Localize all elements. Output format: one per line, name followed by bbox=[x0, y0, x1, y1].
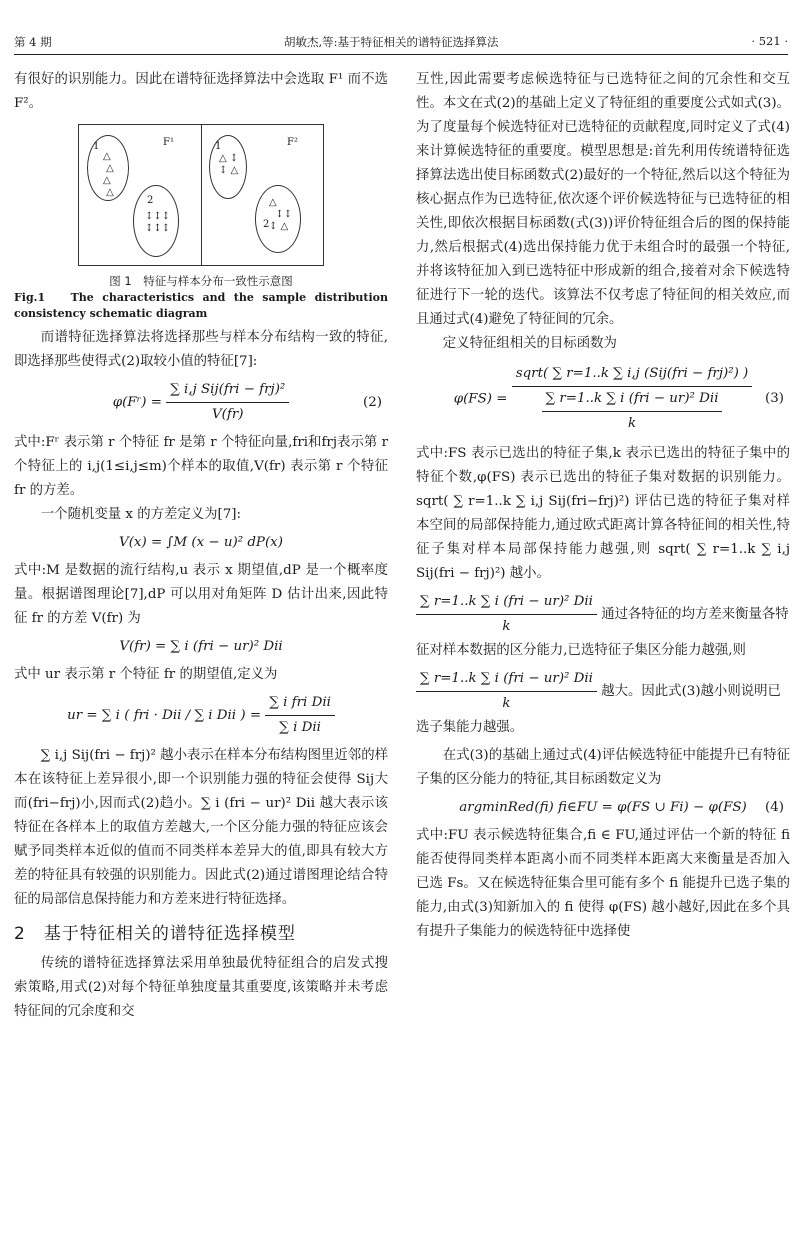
triangle-marker-icon: △ △ △ △ bbox=[103, 151, 114, 198]
inner-fraction bbox=[542, 387, 723, 436]
inline-denominator: k bbox=[502, 696, 511, 711]
right-column bbox=[416, 68, 790, 944]
equation-number: (3) bbox=[765, 391, 784, 406]
equation-numerator: ∑ i,j Sij(fri − frj)² bbox=[166, 378, 289, 403]
cluster-label: 2 bbox=[147, 195, 154, 206]
equation-fraction bbox=[512, 362, 753, 436]
cluster-label: 2 bbox=[263, 219, 270, 230]
paragraph: 而谱特征选择算法将选择那些与样本分布结构一致的特征,即选择那些使得式(2)取较小值的特征[7]: bbox=[14, 330, 388, 369]
paragraph: 有很好的识别能力。因此在谱特征选择算法中会选取 F¹ 而不选 F²。 bbox=[14, 72, 388, 111]
figure-caption-label: Fig.1 bbox=[14, 291, 46, 304]
equation-lhs: φ(FS) = bbox=[453, 391, 508, 407]
inline-text: 越大。因此式(3)越小则说明已选子集能力越强。 bbox=[416, 684, 781, 735]
paragraph: ∑ i,j Sij(fri − frj)² 越小表示在样本分布结构图里近邻的样本在该特征上差异很小,即一个识别能力强的特征会使得 Sij大而(fri−frj)小,因而式(2)趋小。∑ i (fri − ur)² Dii 越大表示该特征在各样本上的取值方差越大,一个区分能力强的特征应该会赋予同类样本近似的值而不同类样本差异大的值,即具有较大方差的特征具有较强的识别能力。因此式(2)通过谱图理论结合特征的局部信息保持能力和方差来进行特征选择。 bbox=[14, 748, 388, 907]
equation-denominator bbox=[512, 387, 753, 436]
mixed-marker-icon: △ ↕ ↕ △ bbox=[219, 153, 239, 176]
paragraph: 式中:Fʳ 表示第 r 个特征 fr 是第 r 个特征向量,fri和frj表示第 r 个特征上的 i,j(1≤i,j≤m)个样本的取值,V(fr) 表示第 r 个特征 fr 的方差。 bbox=[14, 435, 388, 498]
figure-caption-text: The characteristics and the sample distribution consistency schematic diagram bbox=[14, 291, 388, 320]
inner-denominator: k bbox=[627, 416, 637, 431]
equation-3 bbox=[416, 362, 790, 436]
figure-label-f1: F¹ bbox=[163, 137, 174, 148]
paragraph: 定义特征组相关的目标函数为 bbox=[442, 336, 617, 351]
paragraph: 式中:M 是数据的流行结构,u 表示 x 期望值,dP 是一个概率度量。根据谱图理论[7],dP 可以用对角矩阵 D 估计出来,因此特征 fr 的方差 V(fr) 为 bbox=[14, 563, 388, 626]
paragraph: 一个随机变量 x 的方差定义为[7]: bbox=[40, 507, 242, 522]
running-header bbox=[14, 30, 788, 55]
figure-1 bbox=[78, 124, 324, 266]
equation-fraction bbox=[265, 691, 335, 740]
equation-numerator: ∑ i fri Dii bbox=[265, 691, 335, 716]
section-heading: 2 基于特征相关的谱特征选择模型 bbox=[14, 924, 296, 944]
left-column bbox=[14, 68, 388, 1024]
running-title: 胡敏杰,等:基于特征相关的谱特征选择算法 bbox=[284, 35, 499, 49]
equation-number: (2) bbox=[363, 394, 382, 410]
paragraph: 互性,因此需要考虑候选特征与已选特征之间的冗余性和交互性。本文在式(2)的基础上定义了特征组的重要度公式如式(3)。为了度量每个候选特征对已选特征的贡献程度,同时定义了式(4)来计算候选特征的重要度。模型思想是:首先利用传统谱特征选择算法选出使目标函数式(2)最好的一个特征,然后以这个特征为核心据点作为已选特征,依次逐个评价候选特征与已选特征的相关性,即依次根据目标函数(式(3))评价特征组合后的图的保持能力,然后根据式(4)选出保持能力优于未组合时的最强一个特征,并将该特征加入到已选特征中形成新的组合,接着对余下候选特征进行下一轮的迭代。该算法不仅考虑了特征间的相关效应,而且通过式(4)避免了特征间的冗余。 bbox=[416, 72, 790, 327]
equation-body: argminRed(fi) fi∈FU = φ(FS ∪ Fi) − φ(FS) bbox=[459, 800, 747, 815]
cluster-label: 1 bbox=[93, 141, 100, 152]
paragraph: 式中:FS 表示已选出的特征子集,k 表示已选出的特征子集中的特征个数,φ(FS) 表示已选出的特征子集对数据的识别能力。sqrt( ∑ r=1..k ∑ i,j Sij(fri−frj)²) 评估已选的特征子集对样本空间的局部保持能力,通过欧式距离计算各特征间的相关性,特征子集对样本局部保持能力越强,则 sqrt( ∑ r=1..k ∑ i,j Sij(fri − frj)²) 越小。 bbox=[416, 446, 790, 581]
inline-fraction bbox=[416, 667, 597, 716]
equation-number: (4) bbox=[765, 800, 784, 815]
figure-label-f2: F² bbox=[287, 137, 298, 148]
page-number: · 521 · bbox=[751, 34, 788, 48]
inline-numerator: ∑ r=1..k ∑ i (fri − ur)² Dii bbox=[416, 667, 597, 692]
inline-fraction-line bbox=[416, 667, 790, 740]
cross-marker-icon: ↕↕↕ ↕↕↕ bbox=[145, 211, 171, 234]
paragraph: 式中 ur 表示第 r 个特征 fr 的期望值,定义为 bbox=[14, 667, 278, 682]
inline-fraction bbox=[416, 590, 597, 639]
equation-feature-variance: V(fr) = ∑ i (fri − ur)² Dii bbox=[119, 639, 283, 654]
equation-denominator: V(fr) bbox=[212, 407, 244, 422]
figure-caption: 图 1 特征与样本分布一致性示意图 bbox=[109, 274, 293, 288]
equation-lhs: φ(Fʳ) = bbox=[112, 395, 162, 410]
figure-caption-english bbox=[14, 290, 388, 322]
equation-expectation bbox=[14, 691, 388, 740]
inner-numerator: ∑ r=1..k ∑ i (fri − ur)² Dii bbox=[542, 387, 723, 412]
paragraph: 传统的谱特征选择算法采用单独最优特征组合的启发式搜索策略,用式(2)对每个特征单独度量其重要度,该策略并未考虑特征间的冗余度和交 bbox=[14, 956, 388, 1019]
equation-2 bbox=[14, 378, 388, 427]
inline-text: 通过各特征的均方差来衡量各特征对样本数据的区分能力,已选特征子集区分能力越强,则 bbox=[416, 607, 789, 658]
figure-divider bbox=[201, 125, 202, 265]
equation-lhs: ur = ∑ i ( fri · Dii / ∑ i Dii ) = bbox=[67, 708, 262, 723]
inline-denominator: k bbox=[502, 619, 511, 634]
paragraph: 在式(3)的基础上通过式(4)评估候选特征中能提升已有特征子集的区分能力的特征,其目标函数定义为 bbox=[416, 748, 790, 787]
equation-fraction bbox=[166, 378, 289, 427]
equation-variance: V(x) = ∫M (x − u)² dP(x) bbox=[119, 535, 283, 550]
equation-denominator: ∑ i Dii bbox=[279, 720, 321, 735]
issue-number: 第 4 期 bbox=[14, 35, 52, 49]
equation-4 bbox=[416, 796, 790, 820]
paragraph: 式中:FU 表示候选特征集合,fi ∈ FU,通过评估一个新的特征 fi 能否使得同类样本距离小而不同类样本距离大来衡量是否加入已选 Fs。又在候选特征集合里可能有多个 fi 能提升已选子集的能力,由式(3)知新加入的 fi 使得 φ(FS) 越小越好,因此在多个具有提升子集能力的候选特征中选择使 bbox=[416, 828, 790, 939]
inline-numerator: ∑ r=1..k ∑ i (fri − ur)² Dii bbox=[416, 590, 597, 615]
mixed-marker-icon: △ ↕↕ ↕ △ bbox=[269, 197, 293, 232]
cluster-label: 1 bbox=[215, 141, 222, 152]
equation-numerator: sqrt( ∑ r=1..k ∑ i,j (Sij(fri − frj)²) ) bbox=[512, 362, 753, 387]
inline-fraction-line bbox=[416, 590, 790, 663]
